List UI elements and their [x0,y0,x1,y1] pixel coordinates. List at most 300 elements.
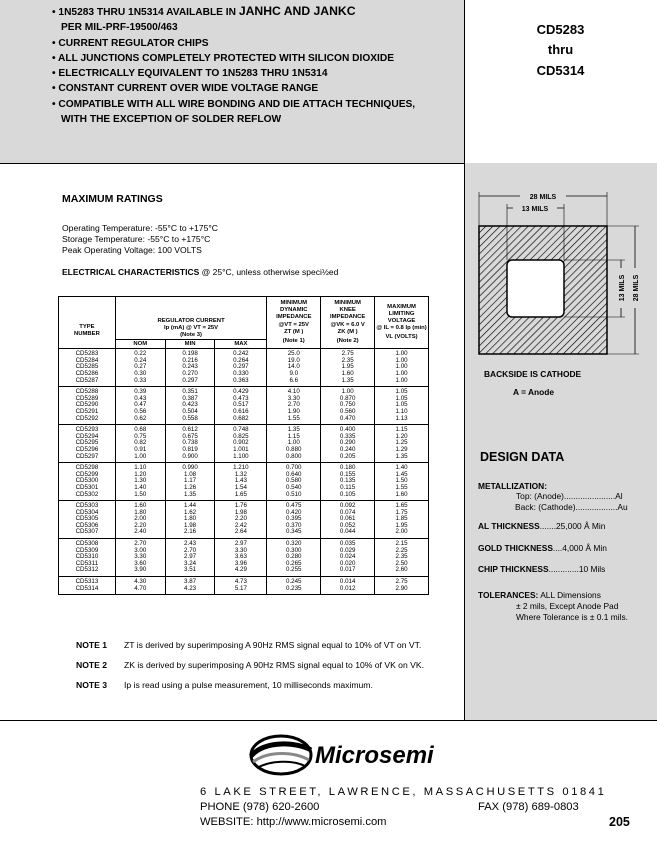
table-value: 0.62 [134,414,147,422]
table-cell-zk [321,463,375,501]
table-value: 2.70 [287,401,300,409]
table-value: 0.504 [182,407,198,415]
metallization-back: Back: (Cathode)..................Au [515,502,628,512]
table-value: 0.560 [339,407,356,415]
table-cell-nom [115,539,165,577]
table-value: 2.42 [234,521,247,529]
table-value: 1.35 [287,426,300,434]
table-cell-min [165,425,215,463]
table-value: 1.80 [134,508,147,516]
table-value: 0.675 [182,432,198,440]
table-value: 0.39 [134,388,147,396]
table-value: 1.55 [287,414,300,422]
table-value: 0.56 [134,407,147,415]
note-text: ZT is derived by superimposing A 90Hz RMS signal equal to 10% of VT on VT. [124,640,422,650]
table-value: CD5298 [75,464,99,472]
table-value: 1.13 [395,414,408,422]
table-value: 0.014 [339,578,356,586]
table-value: 0.640 [286,470,302,478]
table-cell-max [215,387,267,425]
table-value: 0.235 [286,584,302,592]
table-value: 0.540 [286,483,302,491]
table-value: 2.75 [341,350,354,358]
table-row-group [59,463,429,501]
table-value: 1.32 [234,470,247,478]
table-value: 0.280 [286,553,302,561]
table-value: 1.26 [184,483,197,491]
table-value: 0.33 [134,376,147,384]
feature-item: • ALL JUNCTIONS COMPLETELY PROTECTED WITH SILICON DIOXIDE [52,52,395,64]
table-value: 0.320 [286,540,302,548]
metallization-label: METALLIZATION: [478,481,547,491]
col-knee-impedance-header: MINIMUM KNEE IMPEDANCE @VK = 6.0 V ZK (M ) (Note 2) [321,297,375,349]
table-value: 0.43 [134,394,147,402]
table-cell-vl [375,463,429,501]
table-value: 3.30 [234,546,247,554]
table-value: 0.012 [339,584,356,592]
table-value: CD5284 [75,356,99,364]
table-value: 0.135 [339,477,356,485]
table-value: 1.15 [395,426,408,434]
table-value: 3.90 [134,566,147,574]
table-value: 3.96 [234,559,247,567]
table-value: CD5287 [75,376,99,384]
table-value: 0.24 [134,356,147,364]
table-value: 0.22 [134,350,147,358]
page-number: 205 [609,815,630,829]
table-value: 9.0 [289,370,299,377]
table-value: CD5283 [75,350,99,358]
table-value: 0.363 [233,376,249,384]
table-value: 1.05 [395,401,408,409]
note-label: NOTE 3 [76,680,108,690]
table-value: 0.351 [182,388,198,396]
table-cell-max [215,463,267,501]
table-value: 0.044 [339,528,356,536]
table-value: 1.50 [134,490,147,498]
table-cell-max [215,501,267,539]
table-value: 14.0 [287,363,300,371]
table-value: 1.10 [134,464,147,472]
part-number-from: CD5283 [536,22,585,37]
table-cell-min [165,463,215,501]
table-value: 1.29 [395,445,408,453]
tolerances-line2: ± 2 mils, Except Anode Pad [516,601,619,611]
table-value: 1.30 [134,477,147,485]
table-cell-types [59,463,116,501]
table-value: 1.40 [134,483,147,491]
table-value: 3.30 [287,394,300,402]
col-limiting-voltage-header: MAXIMUM LIMITING VOLTAGE @ IL = 0.8 Ip (min) VL (VOLTS) [375,297,429,349]
table-value: 1.05 [395,388,408,396]
die-outline-diagram [465,190,655,360]
note-text: ZK is derived by superimposing A 90Hz RMS signal equal to 10% of VK on VK. [124,660,424,670]
table-cell-zt [267,577,321,595]
table-value: 0.819 [182,445,198,453]
table-value: 25.0 [287,350,300,358]
table-cell-types [59,577,116,595]
table-value: 0.092 [339,502,356,510]
table-value: 1.40 [395,464,408,472]
table-value: 0.198 [182,350,198,358]
table-cell-vl [375,501,429,539]
table-value: 1.50 [395,477,408,485]
table-value: 0.155 [339,470,356,478]
table-value: 3.30 [134,553,147,561]
table-value: 0.420 [286,508,302,516]
table-cell-min [165,349,215,387]
table-cell-vl [375,349,429,387]
table-value: 0.75 [134,432,147,440]
table-value: 1.85 [395,515,408,523]
gold-thickness: GOLD THICKNESS....4,000 Å Min [478,543,607,553]
table-row-group [59,349,429,387]
dim-outer-height: 28 MILS [633,274,640,302]
feature-item: WITH THE EXCEPTION OF SOLDER REFLOW [61,114,282,126]
table-value: 0.517 [233,401,249,409]
table-value: 0.074 [339,508,356,516]
svg-text:Microsemi: Microsemi [315,742,434,769]
table-value: 1.00 [287,439,300,447]
table-value: 0.255 [286,566,302,574]
table-value: 0.750 [339,401,356,409]
note-label: NOTE 1 [76,640,108,650]
company-website: WEBSITE: http://www.microsemi.com [200,816,387,828]
table-value: CD5296 [75,445,99,453]
feature-item: PER MIL-PRF-19500/463 [61,22,178,34]
table-value: 0.052 [339,521,356,529]
table-value: 4.73 [234,578,247,586]
table-value: 0.205 [339,452,356,460]
table-value: 0.470 [339,414,356,422]
electrical-table [58,296,429,595]
table-cell-zt [267,425,321,463]
company-fax: FAX (978) 689-0803 [478,801,579,813]
table-value: CD5292 [75,414,99,422]
table-value: 1.00 [395,363,408,371]
table-cell-nom [115,387,165,425]
table-value: 0.738 [182,439,198,447]
table-value: CD5309 [75,546,99,554]
rating-line: Storage Temperature: -55°C to +175°C [62,234,211,244]
table-cell-zk [321,539,375,577]
table-value: 1.76 [234,502,247,510]
table-value: 19.0 [287,356,300,364]
table-value: 0.245 [286,578,302,586]
table-cell-nom [115,349,165,387]
table-value: CD5307 [75,528,99,536]
table-value: 1.55 [395,483,408,491]
table-cell-max [215,425,267,463]
table-cell-nom [115,425,165,463]
table-value: CD5290 [75,401,99,409]
table-cell-types [59,501,116,539]
table-value: 4.70 [134,584,147,592]
backside-label: BACKSIDE IS CATHODE [484,369,582,379]
table-value: 3.24 [184,559,197,567]
table-value: 1.62 [184,508,197,516]
table-value: 2.35 [395,553,408,561]
rating-line: Operating Temperature: -55°C to +175°C [62,223,218,233]
design-data-title: DESIGN DATA [480,450,565,464]
table-value: 0.290 [339,439,356,447]
table-value: 1.00 [395,356,408,364]
table-cell-zk [321,387,375,425]
table-value: CD5288 [75,388,99,396]
table-value: CD5299 [75,470,99,478]
table-value: 1.43 [234,477,247,485]
table-value: CD5285 [75,363,99,371]
table-value: 1.20 [134,470,147,478]
table-value: 4.23 [184,584,197,592]
feature-item: • CURRENT REGULATOR CHIPS [52,37,209,49]
table-value: 0.243 [182,363,198,371]
table-value: 3.63 [234,553,247,561]
chip-thickness: CHIP THICKNESS.............10 Mils [478,564,606,574]
table-value: CD5301 [75,483,99,491]
dim-inner-height: 13 MILS [619,274,626,302]
table-row-group [59,539,429,577]
table-value: 0.748 [233,426,249,434]
col-type-header: TYPE NUMBER [59,297,116,349]
microsemi-logo [245,730,455,780]
table-value: 1.05 [395,394,408,402]
table-value: 0.429 [233,388,249,396]
table-cell-zk [321,425,375,463]
table-value: 1.15 [287,432,300,440]
table-value: 0.335 [339,432,356,440]
table-value: 1.90 [287,407,300,415]
al-thickness: AL THICKNESS.......25,000 Å Min [478,521,606,531]
table-value: 1.35 [341,376,354,384]
table-cell-types [59,425,116,463]
table-value: 0.297 [233,363,249,371]
table-value: 0.612 [182,426,198,434]
table-value: 0.473 [233,394,249,402]
table-value: CD5306 [75,521,99,529]
anode-pad [507,260,564,317]
table-value: 2.40 [134,528,147,536]
table-value: 0.180 [339,464,356,472]
note-label: NOTE 2 [76,660,108,670]
table-value: 1.44 [184,502,197,510]
rating-line: Peak Operating Voltage: 100 VOLTS [62,245,202,255]
table-row-group [59,387,429,425]
table-value: 3.51 [184,566,197,574]
company-phone: PHONE (978) 620-2600 [200,801,320,813]
table-cell-zk [321,501,375,539]
table-value: 2.64 [234,528,247,536]
table-value: 0.240 [339,445,356,453]
table-value: 0.242 [233,350,249,358]
table-value: 1.60 [134,502,147,510]
table-value: 2.15 [395,540,408,548]
table-value: CD5304 [75,508,99,516]
table-value: 2.97 [184,553,197,561]
table-value: 2.90 [395,584,408,592]
table-value: 0.700 [286,464,302,472]
table-value: 2.70 [184,546,197,554]
table-value: 0.825 [233,432,249,440]
table-value: 0.616 [233,407,249,415]
table-value: 1.00 [134,452,147,460]
table-value: 3.00 [134,546,147,554]
table-value: 0.870 [339,394,356,402]
max-ratings-title: MAXIMUM RATINGS [62,193,163,205]
col-max-header: MAX [215,340,267,349]
feature-item: • 1N5283 THRU 1N5314 AVAILABLE IN JANHC AND JANKC [52,4,356,18]
table-value: 2.43 [184,540,197,548]
table-value: 0.30 [134,370,147,377]
table-value: CD5308 [75,540,99,548]
table-value: 1.00 [395,370,408,377]
table-value: 2.16 [184,528,197,536]
table-row-group [59,425,429,463]
table-value: 1.98 [234,508,247,516]
table-value: 0.264 [233,356,249,364]
table-value: 4.10 [287,388,300,396]
table-cell-zt [267,349,321,387]
table-value: 1.35 [184,490,197,498]
table-value: 3.87 [184,578,197,586]
table-value: 0.345 [286,528,302,536]
table-value: 0.270 [182,370,198,377]
table-value: 0.900 [182,452,198,460]
table-value: 0.024 [339,553,356,561]
dim-outer-width: 28 MILS [529,194,557,201]
note-text: Ip is read using a pulse measurement, 10 milliseconds maximum. [124,680,373,690]
table-value: 2.20 [134,521,147,529]
table-value: 4.29 [234,566,247,574]
table-value: 0.880 [286,445,302,453]
table-value: 1.08 [184,470,197,478]
table-value: 0.297 [182,376,198,384]
table-value: 0.216 [182,356,198,364]
table-value: 3.60 [134,559,147,567]
table-value: 1.001 [233,445,249,453]
table-value: 0.580 [286,477,302,485]
table-value: 0.558 [182,414,198,422]
table-cell-min [165,387,215,425]
table-cell-nom [115,577,165,595]
table-value: 0.990 [182,464,198,472]
table-value: 0.029 [339,546,356,554]
table-value: CD5305 [75,515,99,523]
table-cell-vl [375,425,429,463]
table-value: 1.60 [395,490,408,498]
table-cell-max [215,577,267,595]
table-value: 0.510 [286,490,302,498]
table-value: 1.210 [233,464,249,472]
table-value: CD5297 [75,452,99,460]
table-cell-vl [375,387,429,425]
tolerances: TOLERANCES: ALL Dimensions [478,590,601,600]
table-cell-nom [115,501,165,539]
table-value: 0.27 [134,363,147,371]
table-cell-vl [375,577,429,595]
table-cell-zt [267,539,321,577]
table-value: 1.100 [233,452,249,460]
table-cell-min [165,577,215,595]
table-value: 1.95 [395,521,408,529]
table-value: 1.00 [395,376,408,384]
feature-list [52,4,462,127]
table-value: 0.265 [286,559,302,567]
table-value: 0.017 [339,566,356,574]
table-cell-zk [321,577,375,595]
table-cell-min [165,501,215,539]
part-number-thru: thru [547,42,574,57]
table-value: 0.387 [182,394,198,402]
table-value: 2.75 [395,578,408,586]
table-cell-types [59,387,116,425]
table-row-group [59,501,429,539]
table-value: 0.020 [339,559,356,567]
table-value: 0.115 [340,483,356,491]
table-cell-zt [267,463,321,501]
table-value: 0.400 [339,426,356,434]
table-value: 1.00 [341,388,354,396]
table-value: 2.50 [395,559,408,567]
table-value: 0.423 [182,401,198,409]
tolerances-line3: Where Tolerance is ± 0.1 mils. [516,612,628,622]
table-value: 0.395 [286,515,302,523]
table-value: 1.20 [395,432,408,440]
table-value: 2.00 [395,528,408,536]
table-value: 1.45 [395,470,408,478]
table-value: 0.902 [233,439,249,447]
table-value: CD5300 [75,477,99,485]
table-value: 4.30 [134,578,147,586]
table-row-group [59,577,429,595]
table-value: CD5303 [75,502,99,510]
table-value: CD5291 [75,407,99,415]
anode-label: A = Anode [513,387,555,397]
table-value: 0.300 [286,546,302,554]
bottom-divider [0,720,657,721]
table-cell-zk [321,349,375,387]
table-value: CD5295 [75,439,99,447]
table-value: 6.6 [289,376,299,384]
table-value: 2.25 [395,546,408,554]
table-value: 2.00 [134,515,147,523]
table-value: 0.68 [134,426,147,434]
col-min-header: MIN [165,340,215,349]
table-value: 1.75 [395,508,408,516]
table-value: CD5313 [75,578,99,586]
part-number-to: CD5314 [536,63,585,78]
table-value: 2.97 [234,540,247,548]
table-value: CD5311 [75,559,99,567]
table-value: 0.91 [134,445,147,453]
table-value: CD5314 [75,584,99,592]
table-value: CD5312 [75,566,99,574]
table-value: 2.70 [134,540,147,548]
table-value: 1.00 [395,350,408,358]
table-cell-vl [375,539,429,577]
table-value: 1.60 [341,370,354,377]
table-cell-nom [115,463,165,501]
table-value: CD5302 [75,490,99,498]
table-value: 0.475 [286,502,302,510]
table-value: 0.330 [233,370,249,377]
dim-inner-width: 13 MILS [521,206,549,213]
table-value: 0.035 [339,540,356,548]
table-value: 1.25 [395,439,408,447]
col-dynamic-impedance-header: MINIMUM DYNAMIC IMPEDANCE @VT = 25V ZT (M ) (Note 1) [267,297,321,349]
table-value: 0.061 [339,515,356,523]
table-cell-zt [267,501,321,539]
